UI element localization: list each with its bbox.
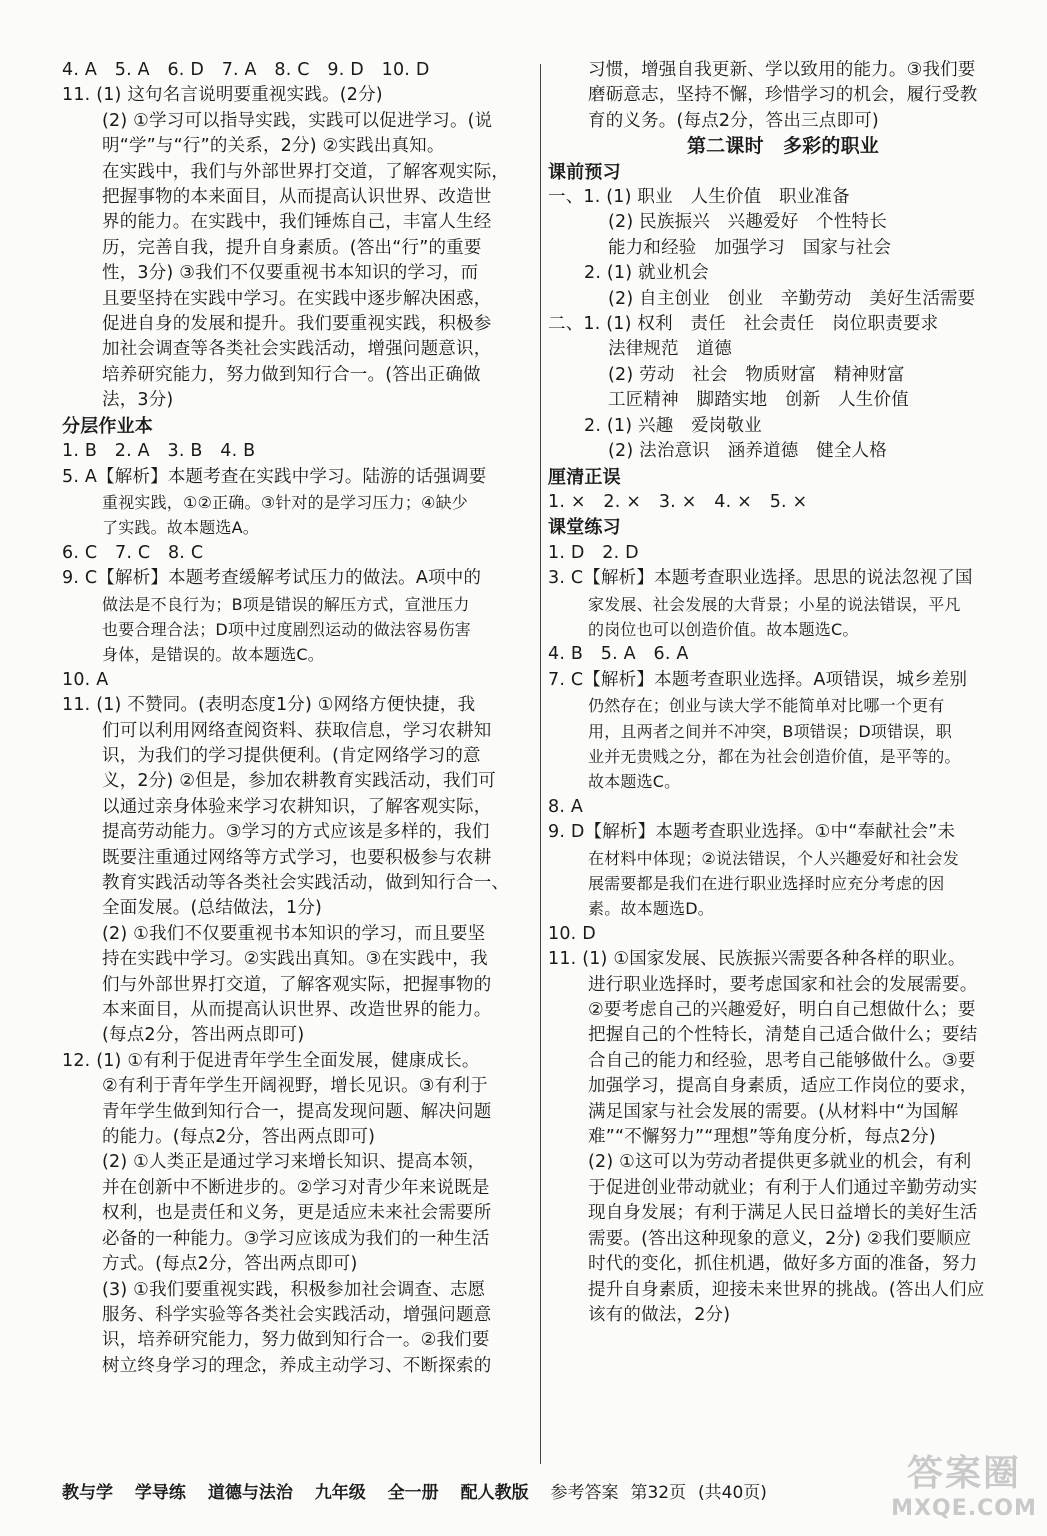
- text-line: 明“学”与“行”的关系，2分) ②实践出真知。: [102, 136, 445, 157]
- footer-grade: 九年级: [314, 1483, 366, 1503]
- text-line: 们可以利用网络查阅资料、获取信息，学习农耕知: [102, 720, 492, 741]
- text-line: ②有利于青年学生开阔视野，增长见识。③有利于: [102, 1076, 488, 1097]
- watermark-url: MXQE.COM: [891, 1496, 1037, 1521]
- footer-series: 学导练: [134, 1483, 186, 1503]
- text-line: 育的义务。(每点2分，答出三点即可): [588, 110, 879, 131]
- text-line: 9. C【解析】本题考查缓解考试压力的做法。A项中的: [62, 568, 482, 589]
- text-line: 加社会调查等各类社会实践活动，增强问题意识，: [102, 339, 492, 360]
- text-line: 8. A: [548, 796, 584, 817]
- text-line: 服务、科学实验等各类社会实践活动，增强问题意: [102, 1304, 492, 1325]
- text-line: (3) ①我们要重视实践，积极参加社会调查、志愿: [102, 1279, 486, 1300]
- text-line: (2) ①我们不仅要重视书本知识的学习，而且要坚: [102, 923, 486, 944]
- text-line: 教育实践活动等各类社会实践活动，做到知行合一、: [102, 873, 510, 893]
- text-line: 做法是不良行为；B项是错误的解压方式，宣泄压力: [102, 594, 470, 614]
- text-line: 难”“不懈努力”“理想”等角度分析，每点2分): [588, 1127, 936, 1148]
- text-line: (2) 法治意识 涵养道德 健全人格: [608, 441, 887, 462]
- text-line: 素。故本题选D。: [588, 899, 714, 919]
- text-line: 性，3分) ③我们不仅要重视书本知识的学习，而: [102, 263, 479, 284]
- text-line: 法律规范 道德: [608, 339, 732, 360]
- section-heading: 课堂练习: [548, 517, 621, 539]
- text-line: 历，完善自我，提升自身素质。(答出“行”的重要: [102, 237, 482, 258]
- text-line: 们与外部世界打交道，了解客观实际，把握事物的: [102, 974, 492, 995]
- footer-section: 参考答案: [550, 1483, 619, 1503]
- footer-subject: 道德与法治: [207, 1483, 293, 1503]
- text-line: 家发展、社会发展的大背景；小星的说法错误，平凡: [588, 594, 961, 614]
- text-line: 10. A: [62, 669, 109, 690]
- text-line: 本来面目，从而提高认识世界、改造世界的能力。: [102, 1000, 492, 1021]
- text-line: 能力和经验 加强学习 国家与社会: [608, 237, 892, 258]
- page-total: (共40页): [698, 1483, 767, 1503]
- text-line: 义，2分) ②但是，参加农耕教育实践活动，我们可: [102, 771, 497, 792]
- section-heading: 厘清正误: [548, 466, 621, 488]
- text-line: 树立终身学习的理念，养成主动学习、不断探索的: [102, 1355, 492, 1376]
- lesson-title: 第二课时 多彩的职业: [686, 135, 879, 158]
- text-line: 身体，是错误的。故本题选C。: [102, 645, 324, 665]
- text-line: 一、1. (1) 职业 人生价值 职业准备: [548, 187, 850, 208]
- text-line: 既要注重通过网络等方式学习，也要积极参与农耕: [102, 847, 492, 868]
- text-line: 9. D【解析】本题考查职业选择。①中“奉献社会”未: [548, 822, 956, 843]
- text-line: 了实践。故本题选A。: [102, 518, 259, 538]
- text-line: 的能力。(每点2分，答出两点即可): [102, 1127, 376, 1148]
- text-line: 5. A【解析】本题考查在实践中学习。陆游的话强调要: [62, 466, 487, 487]
- text-line: 培养研究能力，努力做到知行合一。(答出正确做: [102, 364, 481, 385]
- text-line: 10. D: [548, 923, 596, 944]
- text-line: 法，3分): [102, 390, 174, 411]
- text-line: 以通过亲身体验来学习农耕知识，了解客观实际，: [102, 796, 492, 817]
- text-line: 时代的变化，抓住机遇，做好多方面的准备，努力: [588, 1254, 978, 1275]
- text-line: 合自己的能力和经验，思考自己能够做什么。③要: [588, 1050, 976, 1071]
- text-line: 需要。(答出这种现象的意义，2分) ②我们要顺应: [588, 1228, 972, 1249]
- text-line: 磨砺意志，坚持不懈，珍惜学习的机会，履行受教: [588, 85, 978, 106]
- text-line: 二、1. (1) 权利 责任 社会责任 岗位职责要求: [548, 314, 939, 335]
- text-line: 持在实践中学习。②实践出真知。③在实践中，我: [102, 949, 488, 970]
- text-line: 该有的做法，2分): [588, 1304, 731, 1325]
- text-line: 在材料中体现；②说法错误，个人兴趣爱好和社会发: [588, 848, 959, 868]
- text-line: 仍然存在；创业与读大学不能简单对比哪一个更有: [588, 696, 945, 716]
- text-line: 方式。(每点2分，答出两点即可): [102, 1254, 358, 1275]
- text-line: (2) ①人类正是通过学习来增长知识、提高本领，: [102, 1152, 486, 1173]
- text-line: 12. (1) ①有利于促进青年学生全面发展，健康成长。: [62, 1050, 480, 1071]
- footer-edition: 配人教版: [460, 1483, 529, 1503]
- text-line: (2) 民族振兴 兴趣爱好 个性特长: [608, 212, 887, 233]
- text-line: 提高劳动能力。③学习的方式应该是多样的，我们: [102, 822, 490, 843]
- text-line: (2) ①学习可以指导实践，实践可以促进学习。(说: [102, 110, 493, 131]
- text-line: 业并无贵贱之分，都在为社会创造价值，是平等的。: [588, 746, 961, 766]
- text-line: 11. (1) ①国家发展、民族振兴需要各种各样的职业。: [548, 949, 966, 970]
- text-line: 11. (1) 不赞同。(表明态度1分) ①网络方便快捷，我: [62, 695, 476, 716]
- text-line: 把握事物的本来面目，从而提高认识世界、改造世: [102, 187, 492, 208]
- text-line: 4. B 5. A 6. A: [548, 644, 689, 665]
- text-line: 1. D 2. D: [548, 542, 639, 563]
- text-line: 现自身发展；有利于满足人民日益增长的美好生活: [588, 1203, 978, 1224]
- text-line: 于促进创业带动就业；有利于人们通过辛勤劳动实: [588, 1177, 978, 1198]
- text-line: 工匠精神 脚踏实地 创新 人生价值: [608, 390, 909, 411]
- page-footer: [62, 1478, 982, 1503]
- text-line: 2. (1) 就业机会: [584, 263, 709, 284]
- text-line: 识，为我们的学习提供便利。(肯定网络学习的意: [102, 745, 481, 766]
- text-line: 并在创新中不断进步的。②学习对青少年来说既是: [102, 1177, 490, 1198]
- text-line: 3. C【解析】本题考查职业选择。思思的说法忽视了国: [548, 568, 973, 589]
- text-line: (2) 劳动 社会 物质财富 精神财富: [608, 364, 905, 385]
- text-line: 也要合理合法；D项中过度剧烈运动的做法容易伤害: [102, 619, 471, 639]
- watermark-logo: [889, 1452, 1039, 1528]
- left-column: [62, 58, 532, 1379]
- text-line: 1. × 2. × 3. × 4. × 5. ×: [548, 491, 808, 512]
- text-line: 青年学生做到知行合一，提高发现问题、解决问题: [102, 1101, 492, 1122]
- text-line: 加强学习，提高自身素质，适应工作岗位的要求，: [588, 1076, 978, 1097]
- footer-volume: 全一册: [387, 1483, 439, 1503]
- text-line: 权利，也是责任和义务，更是适应未来社会需要所: [102, 1203, 492, 1224]
- text-line: 4. A 5. A 6. D 7. A 8. C 9. D 10. D: [62, 60, 430, 80]
- text-line: 且要坚持在实践中学习。在实践中逐步解决困惑，: [102, 288, 492, 309]
- text-line: 促进自身的发展和提升。我们要重视实践，积极参: [102, 314, 492, 335]
- text-line: (每点2分，答出两点即可): [102, 1025, 305, 1046]
- text-line: 界的能力。在实践中，我们锤炼自己，丰富人生经: [102, 212, 492, 233]
- page-number: 第32页: [630, 1483, 687, 1503]
- text-line: 识，培养研究能力，努力做到知行合一。②我们要: [102, 1330, 490, 1351]
- text-line: 故本题选C。: [588, 772, 681, 792]
- text-line: 必备的一种能力。③学习应该成为我们的一种生活: [102, 1228, 490, 1249]
- text-line: 把握自己的个性特长，清楚自己适合做什么；要结: [588, 1025, 978, 1046]
- text-line: 7. C【解析】本题考查职业选择。A项错误，城乡差别: [548, 669, 968, 690]
- text-line: (2) 自主创业 创业 辛勤劳动 美好生活需要: [608, 288, 976, 309]
- text-line: (2) ①这可以为劳动者提供更多就业的机会，有利: [588, 1152, 972, 1173]
- text-line: 习惯，增强自我更新、学以致用的能力。③我们要: [588, 60, 976, 80]
- text-line: ②要考虑自己的兴趣爱好，明白自己想做什么；要: [588, 1000, 976, 1021]
- section-heading: 分层作业本: [62, 415, 153, 437]
- watermark-text: 答案圈: [906, 1453, 1021, 1494]
- text-line: 的岗位也可以创造价值。故本题选C。: [588, 619, 859, 639]
- text-line: 在实践中，我们与外部世界打交道，了解客观实际，: [102, 161, 510, 182]
- footer-brand: 教与学: [62, 1483, 113, 1503]
- text-line: 进行职业选择时，要考虑国家和社会的发展需要。: [588, 974, 978, 995]
- text-line: 全面发展。(总结做法，1分): [102, 898, 323, 919]
- column-divider: [540, 64, 541, 1464]
- text-line: 展需要都是我们在进行职业选择时应充分考虑的因: [588, 874, 945, 893]
- text-line: 1. B 2. A 3. B 4. B: [62, 441, 256, 462]
- text-line: 满足国家与社会发展的需要。(从材料中“为国解: [588, 1101, 959, 1122]
- text-line: 提升自身素质，迎接未来世界的挑战。(答出人们应: [588, 1279, 985, 1300]
- text-line: 6. C 7. C 8. C: [62, 542, 204, 563]
- text-line: 2. (1) 兴趣 爱岗敬业: [584, 415, 762, 436]
- section-heading: 课前预习: [548, 161, 621, 183]
- text-line: 用，且两者之间并不冲突，B项错误；D项错误，职: [588, 721, 952, 741]
- text-line: 11. (1) 这句名言说明要重视实践。(2分): [62, 85, 383, 106]
- text-line: 重视实践，①②正确。③针对的是学习压力；④缺少: [102, 492, 468, 512]
- right-column: [548, 58, 1018, 1328]
